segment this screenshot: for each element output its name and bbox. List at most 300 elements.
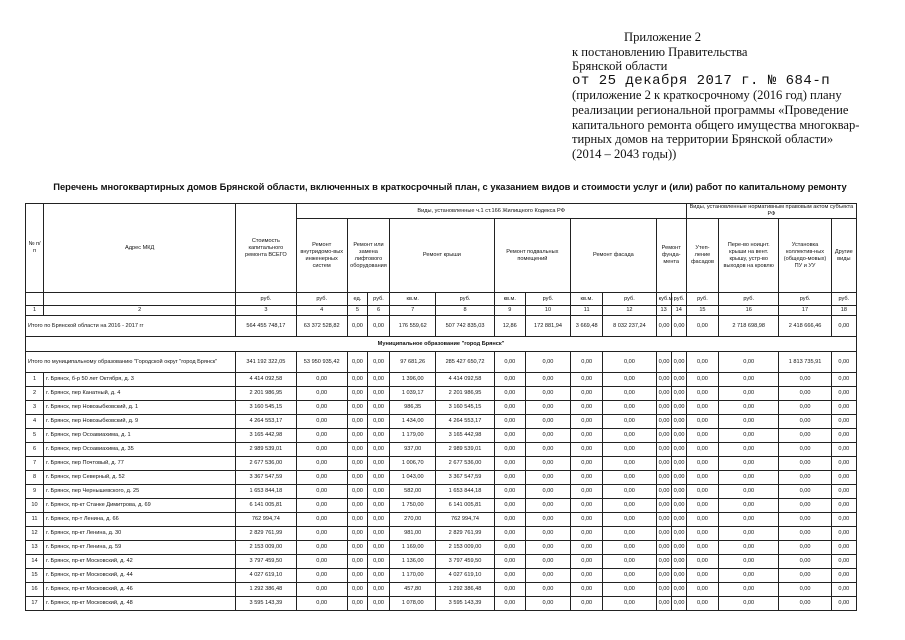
value-cell: 1 043,00	[390, 471, 436, 485]
value-cell: 0,00	[296, 401, 347, 415]
value-cell: 0,00	[603, 569, 656, 583]
value-cell: 2 829 761,99	[236, 527, 296, 541]
value-cell: 2 153 009,00	[236, 541, 296, 555]
table-row	[26, 583, 857, 597]
address-cell: г. Брянск, пер Новозыбковский, д. 9	[44, 415, 236, 429]
row-number: 17	[26, 597, 44, 611]
value-cell: 0,00	[603, 429, 656, 443]
value-cell: 0,00	[831, 415, 856, 429]
value-cell: 0,00	[831, 485, 856, 499]
value-cell: 0,00	[296, 555, 347, 569]
value-cell: 0,00	[831, 527, 856, 541]
value-cell: 0,00	[525, 569, 570, 583]
value-cell: 0,00	[686, 583, 718, 597]
value-cell: 0,00	[779, 373, 831, 387]
col-number: 17	[779, 306, 831, 316]
unit-cell: куб.м	[656, 293, 671, 306]
value-cell: 0,00	[779, 541, 831, 555]
value-cell: 1 039,17	[390, 387, 436, 401]
value-cell: 0,00	[347, 457, 367, 471]
col-number: 11	[571, 306, 603, 316]
value-cell: 0,00	[525, 527, 570, 541]
value-cell: 0,00	[571, 457, 603, 471]
value-cell: 0,00	[671, 471, 686, 485]
total-cell: 0,00	[686, 316, 718, 337]
total-cell: 97 681,26	[390, 352, 436, 373]
value-cell: 2 153 009,00	[436, 541, 494, 555]
value-cell: 0,00	[686, 555, 718, 569]
value-cell: 0,00	[367, 569, 389, 583]
value-cell: 0,00	[719, 569, 779, 583]
total-cell: 507 742 835,03	[436, 316, 494, 337]
value-cell: 0,00	[525, 597, 570, 611]
value-cell: 0,00	[525, 401, 570, 415]
value-cell: 270,00	[390, 513, 436, 527]
unit-cell: руб.	[296, 293, 347, 306]
table-row	[26, 457, 857, 471]
col-number: 15	[686, 306, 718, 316]
col-header-facade: Ремонт фасада	[571, 219, 656, 293]
col-header-total-cost: Стоимость капитального ремонта ВСЕГО	[236, 204, 296, 293]
value-cell: 0,00	[296, 597, 347, 611]
table-row	[26, 499, 857, 513]
group-header-housing-code: Виды, установленные ч.1 ст.166 Жилищного Кодекса РФ	[296, 204, 686, 219]
value-cell: 0,00	[719, 541, 779, 555]
value-cell: 0,00	[571, 443, 603, 457]
value-cell: 0,00	[367, 401, 389, 415]
row-number: 4	[26, 415, 44, 429]
value-cell: 3 160 545,15	[236, 401, 296, 415]
value-cell: 0,00	[779, 401, 831, 415]
unit-cell: кв.м.	[390, 293, 436, 306]
value-cell: 0,00	[367, 429, 389, 443]
value-cell: 986,35	[390, 401, 436, 415]
value-cell: 0,00	[686, 415, 718, 429]
row-number: 6	[26, 443, 44, 457]
municipality-row	[26, 337, 857, 352]
value-cell: 2 677 536,00	[236, 457, 296, 471]
value-cell: 4 414 092,58	[436, 373, 494, 387]
value-cell: 0,00	[671, 499, 686, 513]
value-cell: 0,00	[779, 569, 831, 583]
unit-cell: кв.м.	[571, 293, 603, 306]
value-cell: 3 367 547,59	[436, 471, 494, 485]
value-cell: 0,00	[347, 527, 367, 541]
table-row	[26, 443, 857, 457]
total-cell: 8 032 237,24	[603, 316, 656, 337]
value-cell: 0,00	[367, 443, 389, 457]
value-cell: 0,00	[671, 429, 686, 443]
value-cell: 0,00	[603, 485, 656, 499]
total-cell: 0,00	[831, 316, 856, 337]
value-cell: 0,00	[831, 429, 856, 443]
row-number: 2	[26, 387, 44, 401]
row-number: 16	[26, 583, 44, 597]
value-cell: 0,00	[571, 597, 603, 611]
value-cell: 0,00	[571, 583, 603, 597]
total-cell: 341 192 322,05	[236, 352, 296, 373]
value-cell: 1 750,00	[390, 499, 436, 513]
col-header-facade-insulation: Утеп-ление фасадов	[686, 219, 718, 293]
total-cell: 0,00	[656, 352, 671, 373]
value-cell: 0,00	[296, 541, 347, 555]
total-cell: 172 881,94	[525, 316, 570, 337]
value-cell: 0,00	[367, 513, 389, 527]
value-cell: 0,00	[525, 387, 570, 401]
value-cell: 0,00	[494, 387, 525, 401]
total-cell: 285 427 650,72	[436, 352, 494, 373]
value-cell: 1 292 386,48	[436, 583, 494, 597]
value-cell: 0,00	[671, 443, 686, 457]
value-cell: 0,00	[779, 597, 831, 611]
value-cell: 582,00	[390, 485, 436, 499]
col-header-foundation: Ремонт фунда-мента	[656, 219, 686, 293]
value-cell: 0,00	[779, 387, 831, 401]
value-cell: 0,00	[571, 555, 603, 569]
value-cell: 0,00	[347, 569, 367, 583]
value-cell: 0,00	[347, 387, 367, 401]
value-cell: 0,00	[779, 415, 831, 429]
value-cell: 0,00	[779, 583, 831, 597]
value-cell: 0,00	[719, 415, 779, 429]
address-cell: г. Брянск, пр-кт Московский, д. 48	[44, 597, 236, 611]
document-header	[572, 30, 902, 161]
total-cell: 0,00	[367, 316, 389, 337]
value-cell: 0,00	[671, 569, 686, 583]
value-cell: 0,00	[367, 415, 389, 429]
value-cell: 0,00	[603, 415, 656, 429]
value-cell: 0,00	[671, 583, 686, 597]
value-cell: 0,00	[671, 401, 686, 415]
value-cell: 0,00	[347, 373, 367, 387]
address-cell: г. Брянск, пр-кт Московский, д. 44	[44, 569, 236, 583]
table-row	[26, 597, 857, 611]
value-cell: 0,00	[656, 415, 671, 429]
value-cell: 1 434,00	[390, 415, 436, 429]
value-cell: 0,00	[367, 485, 389, 499]
col-header-engineering-systems: Ремонт внутридомо-вых инженерных систем	[296, 219, 347, 293]
total-cell: 0,00	[719, 352, 779, 373]
address-cell: г. Брянск, пр-т Ленина, д. 66	[44, 513, 236, 527]
value-cell: 0,00	[656, 555, 671, 569]
header-line-5: (приложение 2 к краткосрочному (2016 год) плану	[572, 88, 842, 103]
value-cell: 0,00	[525, 513, 570, 527]
value-cell: 0,00	[656, 373, 671, 387]
value-cell: 0,00	[686, 457, 718, 471]
value-cell: 0,00	[296, 373, 347, 387]
value-cell: 0,00	[525, 499, 570, 513]
value-cell: 4 264 553,17	[236, 415, 296, 429]
value-cell: 0,00	[719, 597, 779, 611]
col-number: 9	[494, 306, 525, 316]
value-cell: 0,00	[671, 513, 686, 527]
value-cell: 1 078,00	[390, 597, 436, 611]
value-cell: 2 201 986,95	[236, 387, 296, 401]
value-cell: 2 829 761,99	[436, 527, 494, 541]
value-cell: 0,00	[525, 429, 570, 443]
col-number: 2	[44, 306, 236, 316]
value-cell: 0,00	[603, 513, 656, 527]
repair-plan-table	[25, 203, 857, 611]
unit-cell: руб.	[603, 293, 656, 306]
value-cell: 937,00	[390, 443, 436, 457]
value-cell: 0,00	[656, 499, 671, 513]
value-cell: 0,00	[603, 527, 656, 541]
value-cell: 0,00	[831, 583, 856, 597]
unit-cell: руб.	[525, 293, 570, 306]
col-number: 6	[367, 306, 389, 316]
value-cell: 0,00	[686, 485, 718, 499]
value-cell: 0,00	[671, 457, 686, 471]
value-cell: 0,00	[656, 457, 671, 471]
col-number: 12	[603, 306, 656, 316]
value-cell: 3 595 143,39	[236, 597, 296, 611]
value-cell: 0,00	[571, 527, 603, 541]
value-cell: 1 396,00	[390, 373, 436, 387]
table-row	[26, 527, 857, 541]
region-total-label: Итого по Брянской области на 2016 - 2017 гг	[26, 316, 236, 337]
value-cell: 3 367 547,59	[236, 471, 296, 485]
value-cell: 1 653 844,18	[236, 485, 296, 499]
value-cell: 0,00	[494, 499, 525, 513]
value-cell: 3 165 442,98	[436, 429, 494, 443]
value-cell: 0,00	[656, 485, 671, 499]
col-number: 8	[436, 306, 494, 316]
value-cell: 0,00	[719, 555, 779, 569]
total-cell: 3 669,48	[571, 316, 603, 337]
col-header-roof: Ремонт крыши	[390, 219, 495, 293]
value-cell: 0,00	[686, 499, 718, 513]
total-cell: 0,00	[603, 352, 656, 373]
municipality-total-label: Итого по муниципальному образованию "Городской округ "город Брянск"	[26, 352, 236, 373]
value-cell: 3 595 143,39	[436, 597, 494, 611]
col-number: 18	[831, 306, 856, 316]
col-header-basement: Ремонт подвальных помещений	[494, 219, 570, 293]
value-cell: 0,00	[719, 457, 779, 471]
value-cell: 4 414 092,58	[236, 373, 296, 387]
value-cell: 0,00	[656, 541, 671, 555]
value-cell: 0,00	[686, 513, 718, 527]
unit-cell: руб.	[719, 293, 779, 306]
table-row	[26, 373, 857, 387]
value-cell: 0,00	[347, 471, 367, 485]
value-cell: 0,00	[719, 499, 779, 513]
value-cell: 0,00	[494, 401, 525, 415]
value-cell: 0,00	[347, 541, 367, 555]
value-cell: 0,00	[603, 457, 656, 471]
header-line-8: тирных домов на территории Брянской области»	[572, 132, 834, 147]
value-cell: 0,00	[603, 401, 656, 415]
value-cell: 0,00	[296, 429, 347, 443]
value-cell: 0,00	[719, 485, 779, 499]
value-cell: 0,00	[494, 457, 525, 471]
row-number: 11	[26, 513, 44, 527]
value-cell: 0,00	[494, 569, 525, 583]
table-row	[26, 569, 857, 583]
address-cell: г. Брянск, пр-кт Московский, д. 42	[44, 555, 236, 569]
value-cell: 1 136,00	[390, 555, 436, 569]
value-cell: 0,00	[603, 597, 656, 611]
value-cell: 0,00	[656, 443, 671, 457]
value-cell: 3 797 459,50	[236, 555, 296, 569]
value-cell: 0,00	[347, 429, 367, 443]
value-cell: 0,00	[671, 415, 686, 429]
value-cell: 0,00	[831, 555, 856, 569]
row-number: 12	[26, 527, 44, 541]
value-cell: 0,00	[686, 443, 718, 457]
value-cell: 0,00	[347, 443, 367, 457]
region-total-row	[26, 316, 857, 337]
address-cell: г. Брянск, пр-кт Московский, д. 46	[44, 583, 236, 597]
value-cell: 2 201 986,95	[436, 387, 494, 401]
col-header-elevator: Ремонт или замена лифтового оборудования	[347, 219, 389, 293]
table-row	[26, 415, 857, 429]
total-cell: 0,00	[571, 352, 603, 373]
value-cell: 0,00	[571, 415, 603, 429]
value-cell: 1 292 386,48	[236, 583, 296, 597]
unit-cell: ед.	[347, 293, 367, 306]
value-cell: 0,00	[525, 583, 570, 597]
value-cell: 762 994,74	[436, 513, 494, 527]
row-number: 13	[26, 541, 44, 555]
value-cell: 0,00	[831, 401, 856, 415]
value-cell: 0,00	[719, 429, 779, 443]
value-cell: 0,00	[494, 471, 525, 485]
value-cell: 0,00	[671, 541, 686, 555]
value-cell: 0,00	[671, 555, 686, 569]
unit-cell: руб.	[367, 293, 389, 306]
value-cell: 1 179,00	[390, 429, 436, 443]
value-cell: 0,00	[494, 597, 525, 611]
row-number: 1	[26, 373, 44, 387]
address-cell: г. Брянск, пр-кт Станке Димитрова, д. 69	[44, 499, 236, 513]
value-cell: 762 994,74	[236, 513, 296, 527]
col-number: 13	[656, 306, 671, 316]
value-cell: 0,00	[686, 597, 718, 611]
value-cell: 0,00	[367, 583, 389, 597]
value-cell: 0,00	[719, 471, 779, 485]
table-row	[26, 555, 857, 569]
value-cell: 3 160 545,15	[436, 401, 494, 415]
value-cell: 0,00	[347, 513, 367, 527]
total-cell: 0,00	[671, 352, 686, 373]
unit-cell: руб.	[686, 293, 718, 306]
value-cell: 0,00	[296, 527, 347, 541]
value-cell: 457,80	[390, 583, 436, 597]
value-cell: 0,00	[494, 583, 525, 597]
unit-cell: кв.м.	[494, 293, 525, 306]
value-cell: 0,00	[603, 443, 656, 457]
value-cell: 0,00	[525, 541, 570, 555]
value-cell: 0,00	[719, 513, 779, 527]
value-cell: 981,00	[390, 527, 436, 541]
value-cell: 0,00	[831, 513, 856, 527]
value-cell: 0,00	[367, 373, 389, 387]
value-cell: 0,00	[686, 527, 718, 541]
value-cell: 0,00	[656, 583, 671, 597]
value-cell: 0,00	[831, 499, 856, 513]
unit-cell: руб.	[831, 293, 856, 306]
value-cell: 0,00	[571, 485, 603, 499]
row-number: 9	[26, 485, 44, 499]
col-header-no: № п/п	[26, 204, 44, 293]
value-cell: 0,00	[656, 527, 671, 541]
value-cell: 0,00	[367, 541, 389, 555]
value-cell: 0,00	[686, 471, 718, 485]
value-cell: 0,00	[525, 471, 570, 485]
value-cell: 0,00	[603, 583, 656, 597]
value-cell: 2 989 539,01	[236, 443, 296, 457]
address-cell: г. Брянск, пер Новозыбковский, д. 1	[44, 401, 236, 415]
value-cell: 0,00	[719, 401, 779, 415]
value-cell: 0,00	[525, 555, 570, 569]
col-number: 1	[26, 306, 44, 316]
value-cell: 0,00	[296, 499, 347, 513]
total-cell: 0,00	[525, 352, 570, 373]
value-cell: 0,00	[603, 541, 656, 555]
value-cell: 0,00	[296, 485, 347, 499]
unit-cell: руб.	[779, 293, 831, 306]
address-cell: г. Брянск, пер Осоавиахима, д. 1	[44, 429, 236, 443]
value-cell: 0,00	[779, 471, 831, 485]
value-cell: 0,00	[779, 527, 831, 541]
total-cell: 0,00	[347, 352, 367, 373]
value-cell: 0,00	[525, 415, 570, 429]
value-cell: 1 653 844,18	[436, 485, 494, 499]
value-cell: 0,00	[656, 387, 671, 401]
unit-cell: руб.	[236, 293, 296, 306]
value-cell: 0,00	[296, 387, 347, 401]
col-header-meters: Установка коллектив-ных (общедо-мовых) ПУ и УУ	[779, 219, 831, 293]
value-cell: 0,00	[719, 527, 779, 541]
value-cell: 0,00	[656, 471, 671, 485]
value-cell: 0,00	[296, 457, 347, 471]
value-cell: 0,00	[296, 583, 347, 597]
value-cell: 0,00	[719, 443, 779, 457]
value-cell: 0,00	[494, 443, 525, 457]
value-cell: 0,00	[779, 555, 831, 569]
value-cell: 0,00	[831, 387, 856, 401]
total-cell: 0,00	[494, 352, 525, 373]
total-cell: 2 418 666,46	[779, 316, 831, 337]
value-cell: 0,00	[686, 373, 718, 387]
value-cell: 0,00	[494, 541, 525, 555]
col-number: 10	[525, 306, 570, 316]
value-cell: 0,00	[671, 597, 686, 611]
row-number: 8	[26, 471, 44, 485]
value-cell: 0,00	[719, 387, 779, 401]
unit-cell: руб.	[671, 293, 686, 306]
column-number-row	[26, 306, 857, 316]
municipality-name: Муниципальное образование "город Брянск"	[26, 337, 857, 352]
value-cell: 0,00	[571, 471, 603, 485]
value-cell: 0,00	[671, 387, 686, 401]
col-header-roof-conversion: Пере-во ноицнт. крыши на вент. крышу, устр-во выходов на кровлю	[719, 219, 779, 293]
value-cell: 0,00	[525, 373, 570, 387]
total-cell: 176 559,62	[390, 316, 436, 337]
value-cell: 0,00	[571, 569, 603, 583]
value-cell: 0,00	[831, 457, 856, 471]
table-row	[26, 387, 857, 401]
document-title: Перечень многоквартирных домов Брянской области, включенных в краткосрочный план, с указанием видов и стоимости услуг и (или) работ по капитальному ремонту	[53, 181, 847, 192]
value-cell: 0,00	[571, 541, 603, 555]
value-cell: 0,00	[656, 513, 671, 527]
value-cell: 0,00	[779, 485, 831, 499]
value-cell: 0,00	[831, 541, 856, 555]
value-cell: 0,00	[779, 443, 831, 457]
value-cell: 4 264 553,17	[436, 415, 494, 429]
value-cell: 0,00	[779, 499, 831, 513]
